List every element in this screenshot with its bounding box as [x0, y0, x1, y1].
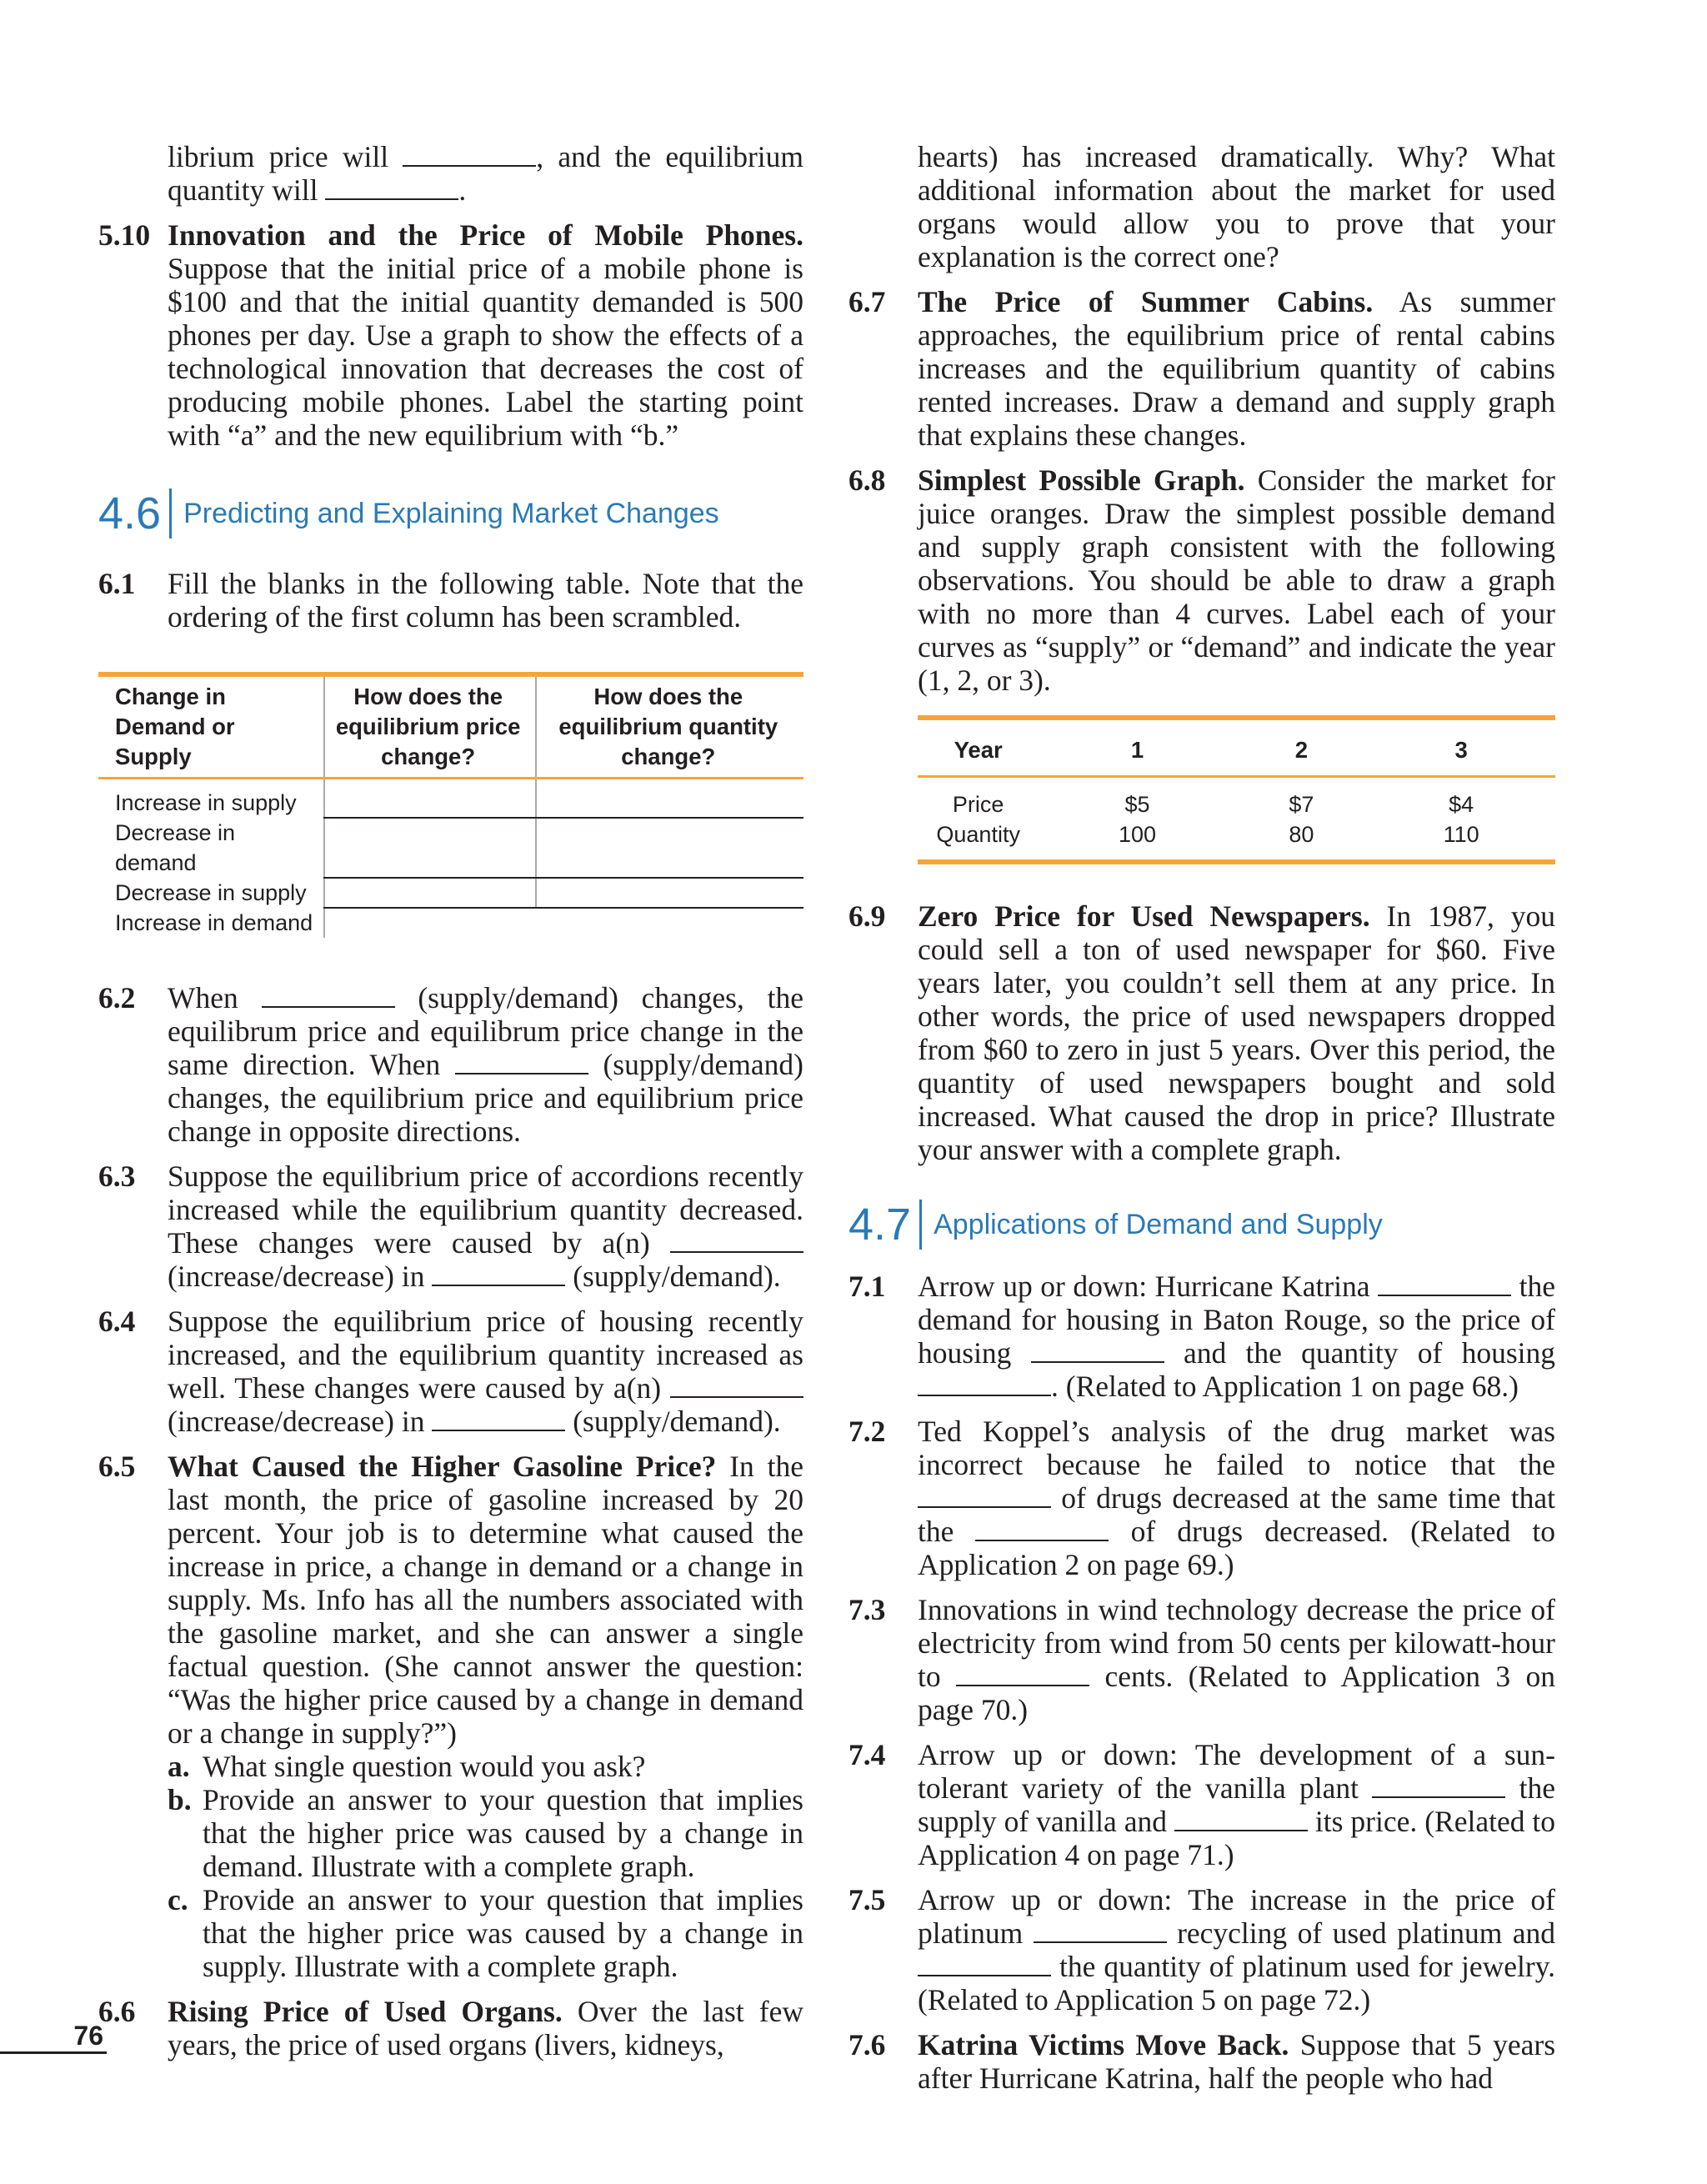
answer-cell[interactable] [536, 779, 803, 819]
question-title: What Caused the Higher Gasoline Price? [168, 1450, 717, 1483]
question-5-9-continuation: librium price will , and the equilibrium quantity will . [168, 140, 804, 207]
subquestion-a: a. What single question would you ask? [168, 1750, 646, 1783]
answer-blank[interactable] [325, 175, 458, 200]
table-6-1 [98, 672, 803, 938]
section-heading-4-6 [98, 488, 803, 538]
question-6-5: 6.5 What Caused the Higher Gasoline Price? In the last month, the price of gasoline increased by 20 percent. Your job is to determine what caused the increase in price, a change in demand or a change in supply. Ms. Info has all the numbers associated with the gasoline market, and she can answer a single factual question. (She cannot answer the question: “Was the higher price caused by a change in demand or a change in supply?”) a. What single question would you ask? b. Provide an answer to your question that implies that the higher price was caused by a change in demand. Illustrate with a complete graph. c. Provide an answer to your question that implies that the higher price was caused by a change in supply. Illustrate with a complete graph. [98, 1450, 803, 1983]
answer-blank[interactable] [403, 142, 536, 167]
question-7-4: 7.4 Arrow up or down: The development of a sun-tolerant variety of the vanilla plant the supply of vanilla and its price. (Related to Application 4 on page 71.) [848, 1738, 1556, 1871]
table-row: Price $5 $7 $4 [952, 792, 1474, 817]
question-7-2: 7.2 Ted Koppel’s analysis of the drug market was incorrect because he failed to notice that the of drugs decreased at the same time that the of drugs decreased. (Related to Application 2 on page 69.) [848, 1415, 1556, 1581]
answer-blank[interactable] [262, 983, 395, 1008]
table-header: 1 [1039, 720, 1235, 777]
answer-blank[interactable] [670, 1373, 803, 1398]
question-6-4: 6.4 Suppose the equilibrium price of housing recently increased, and the equilibrium quantity increased as well. These changes were caused by a(n) (increase/decrease) in (supply/demand). [98, 1305, 803, 1438]
question-title: Rising Price of Used Organs. [168, 1995, 563, 2028]
table-header: How does the equilibrium price change? [324, 677, 536, 779]
answer-cell[interactable] [324, 878, 536, 908]
subquestion-b: b. Provide an answer to your question that implies that the higher price was caused by a change in demand. Illustrate with a complete graph. [168, 1783, 803, 1883]
table-header: Change in Demand or Supply [98, 677, 324, 779]
answer-blank[interactable] [918, 1951, 1051, 1976]
table-header: 3 [1367, 720, 1555, 777]
question-title: Zero Price for Used Newspapers. [918, 899, 1370, 933]
answer-blank[interactable] [1034, 1918, 1167, 1943]
answer-blank[interactable] [975, 1516, 1109, 1541]
question-title: Katrina Victims Move Back. [918, 2028, 1289, 2061]
table-row: Increase in supply [98, 779, 803, 819]
table-header: Year [918, 720, 1039, 777]
table-header: 2 [1236, 720, 1368, 777]
question-6-3: 6.3 Suppose the equilibrium price of accordions recently increased while the equilibrium quantity decreased. These changes were caused by a(n) (increase/decrease) in (supply/demand). [98, 1160, 803, 1293]
question-6-6-continuation: hearts) has increased dramatically. Why? What additional information about the market for used organs would allow you to prove that your explanation is the correct one? [918, 140, 1555, 273]
answer-blank[interactable] [432, 1406, 565, 1431]
table-row: Decrease in supply [98, 878, 803, 908]
table-header: How does the equilibrium quantity change? [536, 677, 803, 779]
question-title: Simplest Possible Graph. [918, 463, 1245, 497]
question-7-1: 7.1 Arrow up or down: Hurricane Katrina the demand for housing in Baton Rouge, so the price of housing and the quantity of housing . (Related to Application 1 on page 68.) [848, 1270, 1556, 1403]
answer-cell[interactable] [324, 818, 536, 878]
table-6-8 [918, 715, 1555, 864]
answer-blank[interactable] [1372, 1773, 1505, 1798]
section-title: Applications of Demand and Supply [934, 1208, 1383, 1240]
section-heading-4-7 [848, 1200, 1555, 1250]
table-row: Decrease in demand [98, 818, 803, 878]
right-column [848, 140, 1555, 2106]
answer-blank[interactable] [1378, 1271, 1511, 1296]
table-row: Increase in demand [98, 908, 803, 938]
answer-blank[interactable] [918, 1483, 1051, 1508]
answer-cell[interactable] [536, 818, 803, 878]
answer-blank[interactable] [455, 1049, 588, 1074]
answer-cell[interactable] [324, 908, 536, 938]
question-7-3: 7.3 Innovations in wind technology decrease the price of electricity from wind from 50 cents per kilowatt-hour to cents. (Related to Application 3 on page 70.) [848, 1593, 1556, 1726]
question-6-6: 6.6 Rising Price of Used Organs. Over the last few years, the price of used organs (livers, kidneys, [98, 1995, 803, 2061]
answer-cell[interactable] [324, 779, 536, 819]
section-number: 4.6 [98, 488, 172, 538]
answer-blank[interactable] [670, 1228, 803, 1253]
question-6-8: 6.8 Simplest Possible Graph. Consider the market for juice oranges. Draw the simplest possible demand and supply graph consistent with the following observations. You should be able to draw a graph with no more than 4 curves. Label each of your curves as “supply” or “demand” and indicate the year (1, 2, or 3). [848, 463, 1556, 697]
answer-blank[interactable] [956, 1661, 1089, 1686]
left-column [98, 140, 803, 2073]
question-6-2: 6.2 When (supply/demand) changes, the equilibrum price and equilibrum price change in the same direction. When (supply/demand) changes, the equilibrium price and equilibrium price change in opposite directions. [98, 981, 804, 1148]
section-number: 4.7 [848, 1200, 922, 1250]
question-6-7: 6.7 The Price of Summer Cabins. As summer approaches, the equilibrium price of rental cabins increases and the equilibrium quantity of cabins rented increases. Draw a demand and supply graph that explains these changes. [848, 285, 1555, 452]
answer-blank[interactable] [918, 1371, 1051, 1396]
question-title: The Price of Summer Cabins. [918, 285, 1374, 318]
section-title: Predicting and Explaining Market Changes [183, 497, 719, 529]
answer-blank[interactable] [432, 1261, 565, 1286]
answer-cell[interactable] [536, 908, 803, 938]
subquestion-c: c. Provide an answer to your question that implies that the higher price was caused by a change in supply. Illustrate with a complete graph. [168, 1883, 803, 1983]
answer-cell[interactable] [536, 878, 803, 908]
question-5-10: 5.10 Innovation and the Price of Mobile Phones. Suppose that the initial price of a mobile phone is $100 and that the initial quantity demanded is 500 phones per day. Use a graph to show the effects of a technological innovation that decreases the cost of producing mobile phones. Label the starting point with “a” and the new equilibrium with “b.” [98, 218, 803, 452]
question-7-6: 7.6 Katrina Victims Move Back. Suppose that 5 years after Hurricane Katrina, half the people who had [848, 2028, 1556, 2095]
question-6-9: 6.9 Zero Price for Used Newspapers. In 1987, you could sell a ton of used newspaper for $60. Five years later, you couldn’t sell them at any price. In other words, the price of used newspapers dropped from $60 to zero in just 5 years. Over this period, the quantity of used newspapers bought and sold increased. What caused the drop in price? Illustrate your answer with a complete graph. [848, 899, 1556, 1166]
table-row: Quantity 100 80 110 [936, 822, 1479, 847]
answer-blank[interactable] [1031, 1338, 1164, 1363]
question-title: Innovation and the Price of Mobile Phones. [168, 218, 803, 252]
question-6-1: 6.1 Fill the blanks in the following table. Note that the ordering of the first column has been scrambled. [98, 567, 803, 634]
question-7-5: 7.5 Arrow up or down: The increase in the price of platinum recycling of used platinum and the quantity of platinum used for jewelry. (Related to Application 5 on page 72.) [848, 1883, 1556, 2016]
page-number: 76 [0, 2021, 107, 2054]
answer-blank[interactable] [1174, 1806, 1308, 1831]
